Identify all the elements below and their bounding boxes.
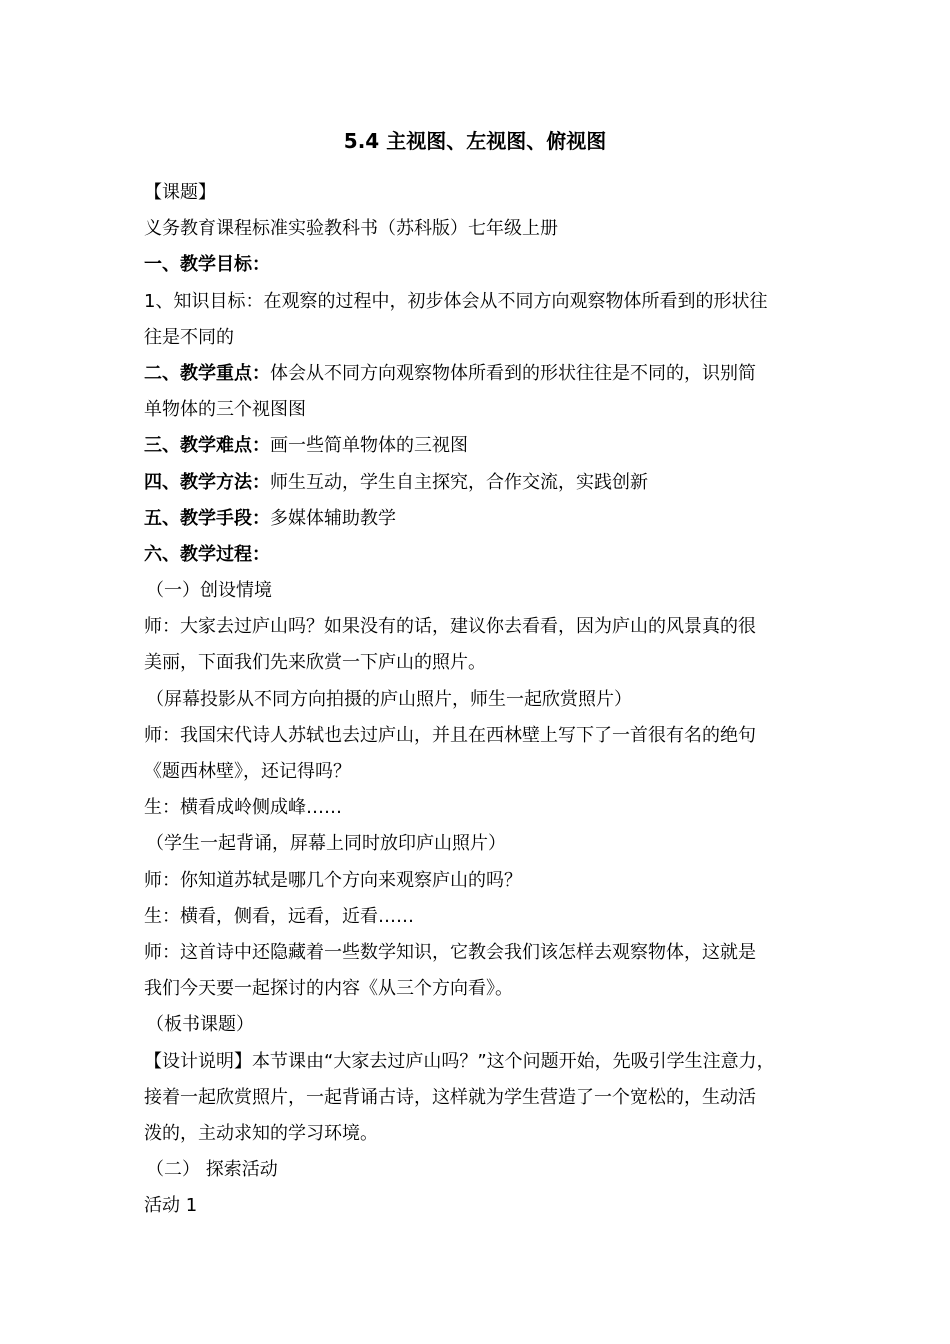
section-heading-line [144,247,814,283]
line-text: （屏幕投影从不同方向拍摄的庐山照片，师生一起欣赏照片） [146,688,632,710]
text-line [144,718,814,754]
text-line [144,1044,814,1080]
text-line [144,1188,814,1224]
text-line [144,1152,814,1188]
text-line [144,790,814,826]
line-text: 师：这首诗中还隐藏着一些数学知识，它教会我们该怎样去观察物体，这就是 [144,941,756,963]
line-text: 1、知识目标：在观察的过程中，初步体会从不同方向观察物体所看到的形状往 [144,290,768,312]
section-heading-line [144,501,814,537]
text-line [144,320,814,356]
line-text: 《题西林壁》，还记得吗？ [144,761,351,782]
line-text: 师：你知道苏轼是哪几个方向来观察庐山的吗？ [144,869,522,891]
document-title: 5.4 主视图、左视图、俯视图 [343,129,607,153]
section-heading: 二、教学重点： [144,362,270,384]
text-line [144,645,814,681]
line-text: 画一些简单物体的三视图 [270,435,468,457]
text-line [144,609,814,645]
text-line [144,211,814,247]
text-line [144,392,814,428]
line-text: 单物体的三个视图图 [144,399,306,421]
text-line [144,899,814,935]
text-line [144,826,814,862]
section-heading: 六、教学过程： [144,543,270,565]
line-text: 美丽，下面我们先来欣赏一下庐山的照片。 [144,652,486,674]
text-line [144,935,814,971]
line-text: 多媒体辅助教学 [270,507,396,529]
section-heading: 四、教学方法： [144,471,270,493]
section-heading-line [144,428,814,464]
line-text: 泼的，主动求知的学习环境。 [144,1122,378,1144]
line-text: （板书课题） [146,1014,254,1036]
text-line [144,1080,814,1116]
text-line [144,175,814,211]
section-heading-line [144,356,814,392]
text-line [144,863,814,899]
line-text: 我们今天要一起探讨的内容《从三个方向看》。 [144,978,513,1000]
text-line [144,284,814,320]
line-text: 师：我国宋代诗人苏轼也去过庐山，并且在西林壁上写下了一首很有名的绝句 [144,724,756,746]
line-text: 生：横看，侧看，远看，近看…… [144,905,414,927]
section-heading-line [144,537,814,573]
text-line [144,754,814,790]
text-line [144,1007,814,1043]
line-text: （二） 探索活动 [146,1159,278,1181]
section-heading: 一、教学目标： [144,254,270,276]
line-text: 【课题】 [144,182,216,203]
line-text: 活动 1 [144,1195,198,1217]
text-line [144,573,814,609]
line-text: 接着一起欣赏照片，一起背诵古诗，这样就为学生营造了一个宽松的，生动活 [144,1086,756,1108]
text-line [144,682,814,718]
line-text: 师生互动，学生自主探究，合作交流，实践创新 [270,471,648,493]
line-text: 体会从不同方向观察物体所看到的形状往往是不同的，识别简 [270,362,756,384]
line-text: 师：大家去过庐山吗？如果没有的话，建议你去看看，因为庐山的风景真的很 [144,616,756,638]
section-heading-line [144,465,814,501]
line-text: （一）创设情境 [146,580,272,602]
section-heading: 三、教学难点： [144,435,270,457]
text-line [144,971,814,1007]
section-heading: 五、教学手段： [144,507,270,529]
line-text: 【设计说明】本节课由“大家去过庐山吗？”这个问题开始，先吸引学生注意力， [144,1050,775,1072]
text-line [144,1116,814,1152]
line-text: 往是不同的 [144,326,234,348]
line-text: 生：横看成岭侧成峰…… [144,797,342,819]
line-text: 义务教育课程标准实验教科书（苏科版）七年级上册 [144,218,558,240]
line-text: （学生一起背诵，屏幕上同时放印庐山照片） [146,833,506,855]
document-body [144,175,814,1224]
